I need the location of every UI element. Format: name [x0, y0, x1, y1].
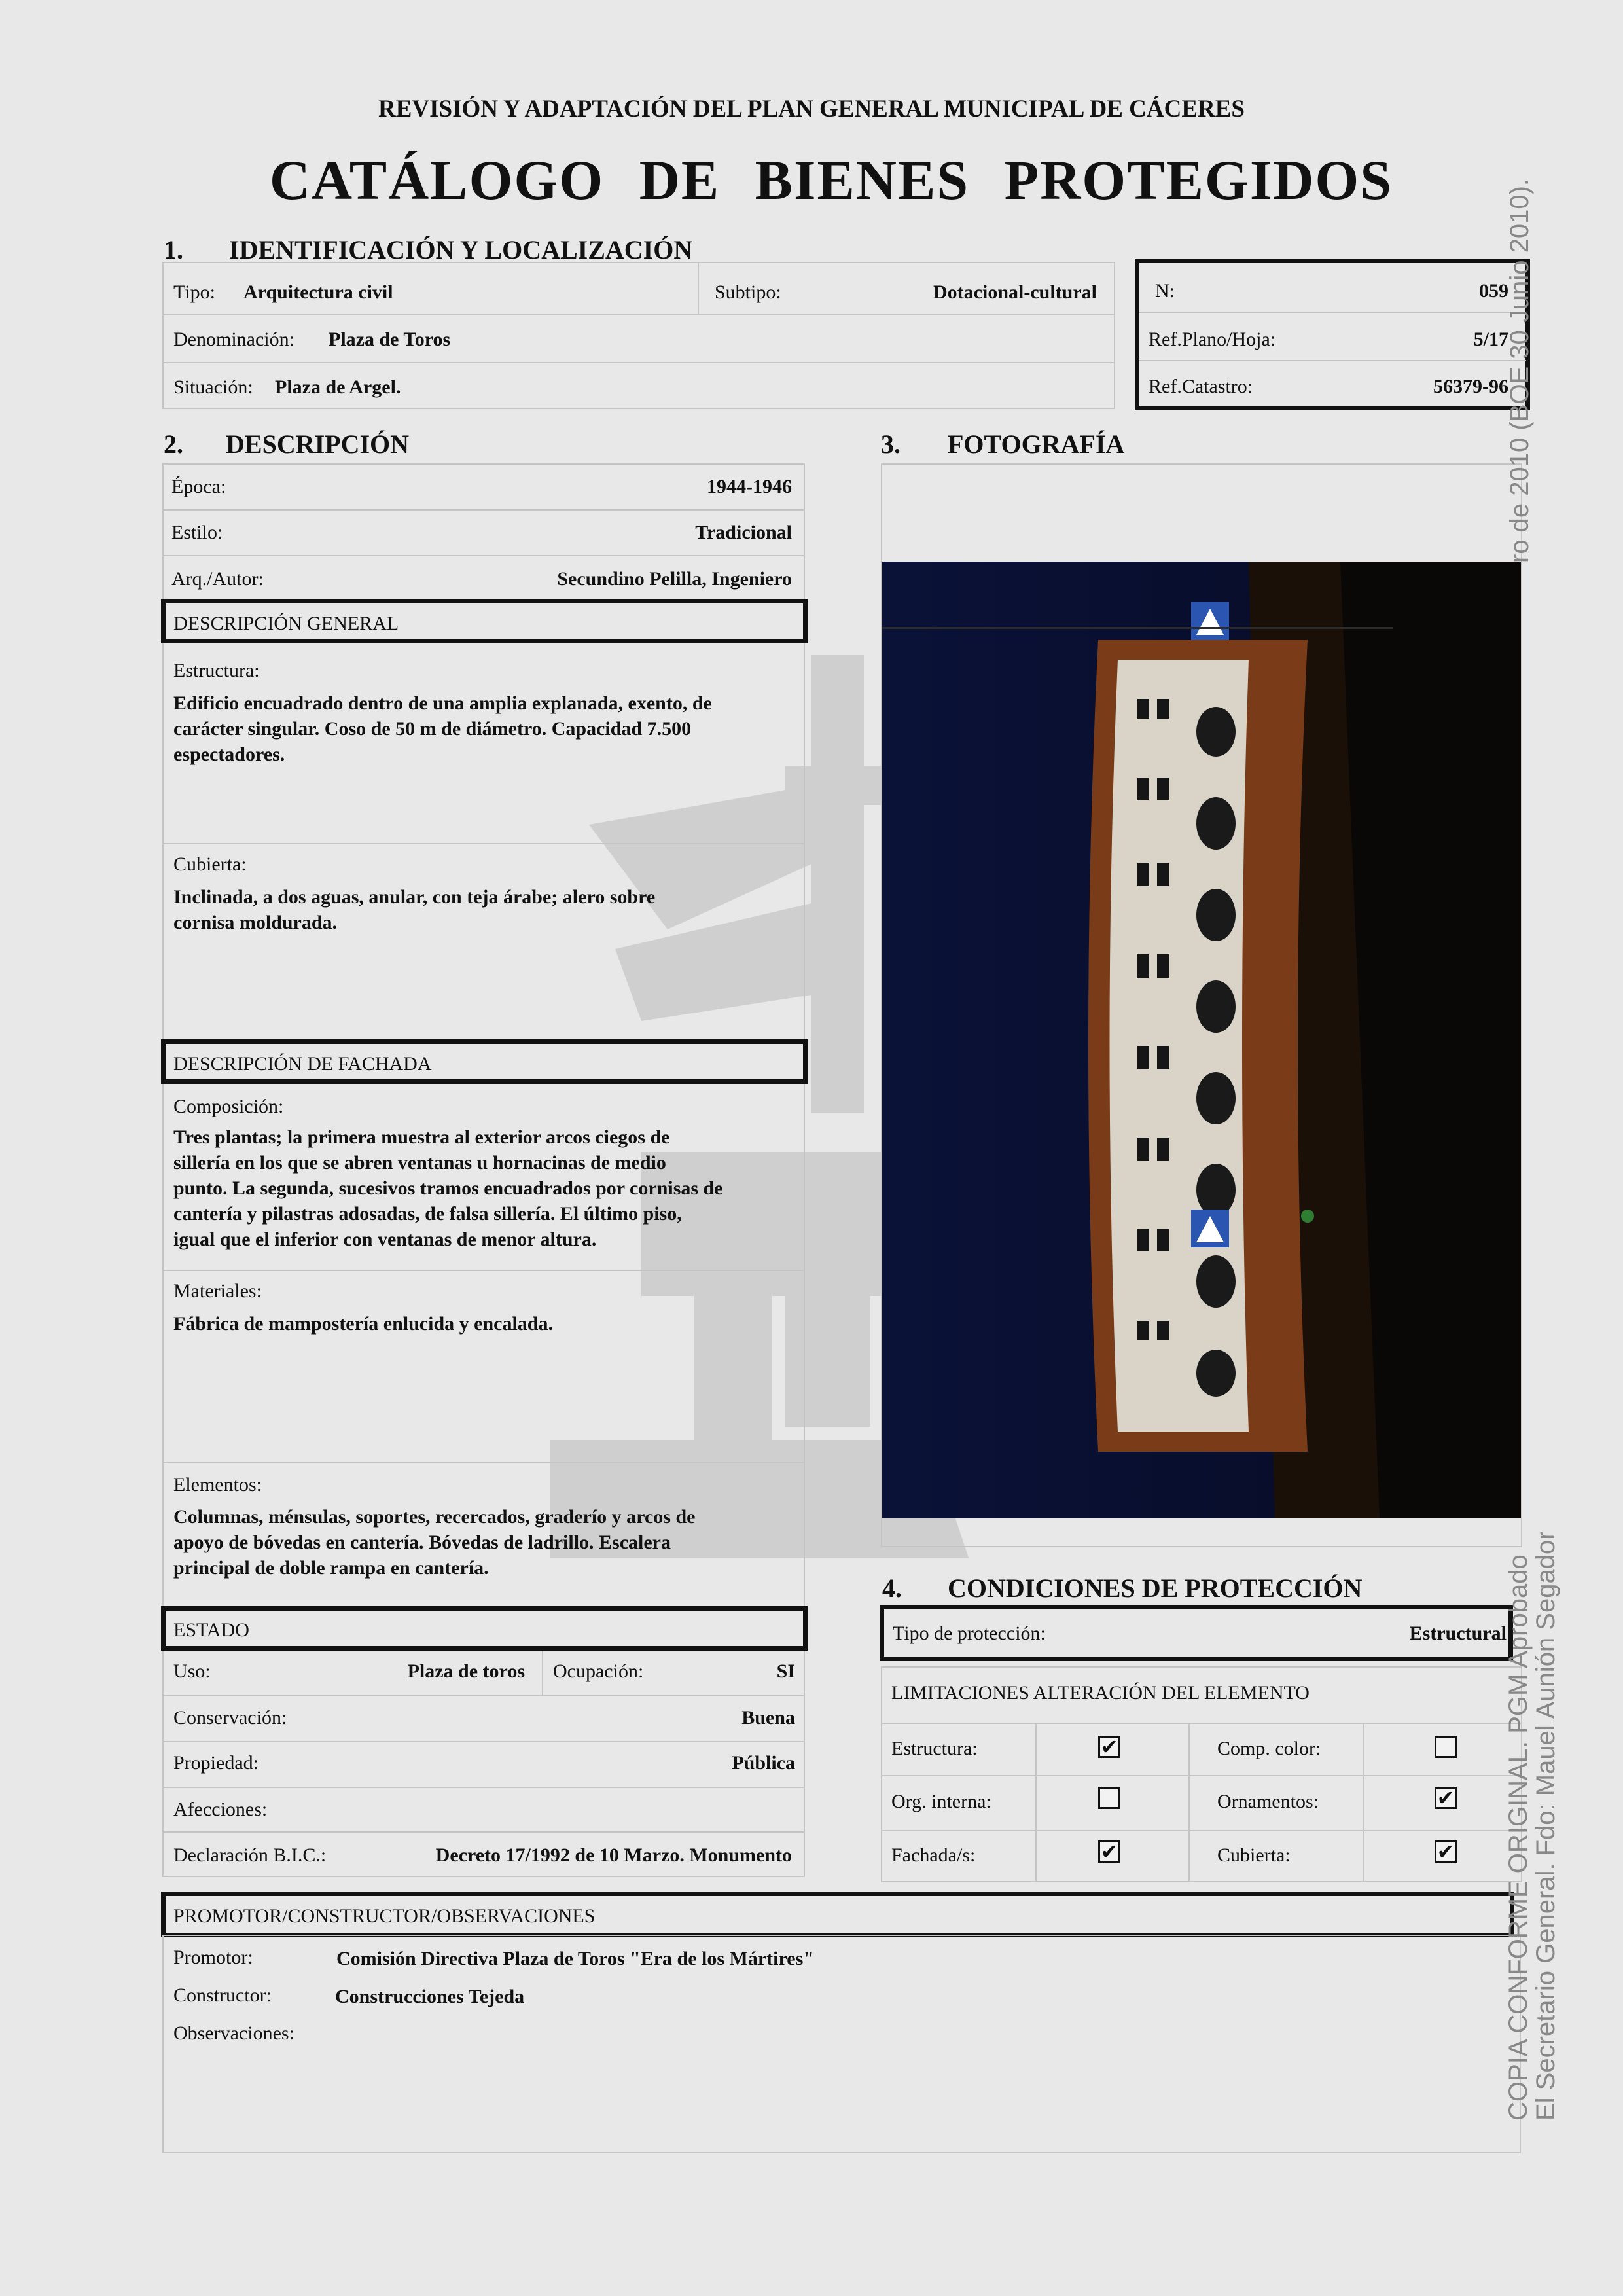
- denominacion-value: Plaza de Toros: [329, 329, 451, 350]
- org-interna-checkbox[interactable]: [1098, 1787, 1120, 1809]
- estructura-limit-label: Estructura:: [891, 1738, 978, 1759]
- limitations-title: LIMITACIONES ALTERACIÓN DEL ELEMENTO: [891, 1682, 1310, 1704]
- cubierta-label: Cubierta:: [173, 853, 247, 875]
- subtipo-value: Dotacional-cultural: [933, 281, 1097, 303]
- situacion-label: Situación:: [173, 376, 253, 398]
- section4-title: CONDICIONES DE PROTECCIÓN: [948, 1573, 1363, 1603]
- afecciones-label: Afecciones:: [173, 1799, 268, 1820]
- autor-label: Arq./Autor:: [171, 568, 264, 590]
- section1-title: IDENTIFICACIÓN Y LOCALIZACIÓN: [229, 235, 693, 264]
- estilo-value: Tradicional: [695, 522, 792, 543]
- fachada-label: Fachada/s:: [891, 1844, 976, 1866]
- ornamentos-checkbox[interactable]: ✔: [1435, 1787, 1457, 1809]
- general-description-title: DESCRIPCIÓN GENERAL: [173, 613, 399, 634]
- fachada-checkbox[interactable]: ✔: [1098, 1840, 1120, 1863]
- observaciones-label: Observaciones:: [173, 2022, 294, 2044]
- section4-number: 4.: [882, 1573, 902, 1603]
- composicion-label: Composición:: [173, 1096, 284, 1117]
- promotor-label: Promotor:: [173, 1946, 253, 1968]
- bic-value: Decreto 17/1992 de 10 Marzo. Monumento: [435, 1844, 792, 1866]
- ocupacion-label: Ocupación:: [553, 1660, 644, 1682]
- denominacion-label: Denominación:: [173, 329, 294, 350]
- side-stamp-line1: COPIA CONFORME ORIGINAL. PGM Aprobado: [1504, 1554, 1533, 2121]
- conservacion-value: Buena: [741, 1707, 795, 1729]
- org-interna-label: Org. interna:: [891, 1791, 991, 1812]
- uso-label: Uso:: [173, 1660, 211, 1682]
- page-title: CATÁLOGO DE BIENES PROTEGIDOS: [269, 149, 1393, 211]
- estado-header: [161, 1606, 808, 1651]
- protection-type-label: Tipo de protección:: [893, 1623, 1046, 1644]
- estructura-label: Estructura:: [173, 660, 260, 681]
- cubierta-limit-label: Cubierta:: [1217, 1844, 1291, 1866]
- side-stamp-line2: El Secretario General. Fdo: Mauel Aunión Segador: [1531, 1531, 1560, 2121]
- refcatastro-label: Ref.Catastro:: [1149, 376, 1253, 397]
- section2-number: 2.: [164, 429, 183, 459]
- promotor-title: PROMOTOR/CONSTRUCTOR/OBSERVACIONES: [173, 1905, 596, 1927]
- bic-label: Declaración B.I.C.:: [173, 1844, 327, 1866]
- elementos-text: Columnas, ménsulas, soportes, recercados, graderío y arcos de apoyo de bóvedas en cantería. Bóvedas de ladrillo. Escalera principal de doble rampa en cantería.: [173, 1506, 696, 1579]
- conservacion-label: Conservación:: [173, 1707, 287, 1729]
- promotor-value: Comisión Directiva Plaza de Toros "Era de los Mártires": [336, 1948, 814, 1969]
- propiedad-label: Propiedad:: [173, 1752, 259, 1774]
- refplano-label: Ref.Plano/Hoja:: [1149, 329, 1276, 350]
- comp-color-label: Comp. color:: [1217, 1738, 1321, 1759]
- constructor-value: Construcciones Tejeda: [335, 1986, 525, 2007]
- autor-value: Secundino Pelilla, Ingeniero: [557, 568, 792, 590]
- estructura-checkbox[interactable]: ✔: [1098, 1736, 1120, 1758]
- comp-color-checkbox[interactable]: [1435, 1736, 1457, 1758]
- cubierta-text: Inclinada, a dos aguas, anular, con teja árabe; alero sobre cornisa moldurada.: [173, 886, 656, 933]
- n-label: N:: [1155, 280, 1175, 302]
- refplano-value: 5/17: [1473, 329, 1508, 350]
- propiedad-value: Pública: [732, 1752, 795, 1774]
- side-stamp-line3: ro de 2010 (BOE 30 Junio 2010).: [1505, 178, 1534, 563]
- composicion-text: Tres plantas; la primera muestra al exterior arcos ciegos de sillería en los que se abren ventanas u hornacinas de medio punto. La segunda, sucesivos tramos encuadrados por cornisas de cantería y pilastras adosadas, de falsa sillería. El último piso, igual que el inferior con ventanas de menor altura.: [173, 1126, 723, 1250]
- protection-type-value: Estructural: [1409, 1623, 1507, 1644]
- ornamentos-label: Ornamentos:: [1217, 1791, 1319, 1812]
- subtipo-label: Subtipo:: [715, 281, 781, 303]
- cubierta-checkbox[interactable]: ✔: [1435, 1840, 1457, 1863]
- epoca-label: Época:: [171, 476, 226, 497]
- epoca-value: 1944-1946: [707, 476, 792, 497]
- photograph: [882, 562, 1521, 1518]
- section2-title: DESCRIPCIÓN: [226, 429, 410, 459]
- supertitle: REVISIÓN Y ADAPTACIÓN DEL PLAN GENERAL MUNICIPAL DE CÁCERES: [378, 96, 1245, 122]
- section1-number: 1.: [164, 235, 183, 264]
- materiales-text: Fábrica de mampostería enlucida y encalada.: [173, 1313, 553, 1335]
- constructor-label: Constructor:: [173, 1984, 272, 2006]
- facade-description-title: DESCRIPCIÓN DE FACHADA: [173, 1053, 432, 1075]
- materiales-label: Materiales:: [173, 1280, 262, 1302]
- situacion-value: Plaza de Argel.: [275, 376, 401, 398]
- section3-number: 3.: [881, 429, 901, 459]
- refcatastro-value: 56379-96: [1433, 376, 1508, 397]
- n-value: 059: [1479, 280, 1508, 302]
- elementos-label: Elementos:: [173, 1474, 262, 1496]
- uso-value: Plaza de toros: [407, 1660, 525, 1682]
- estilo-label: Estilo:: [171, 522, 223, 543]
- section3-title: FOTOGRAFÍA: [948, 429, 1125, 459]
- ocupacion-value: SI: [776, 1660, 795, 1682]
- estado-title: ESTADO: [173, 1619, 249, 1641]
- tipo-label: Tipo:: [173, 281, 215, 303]
- tipo-value: Arquitectura civil: [243, 281, 393, 303]
- estructura-text: Edificio encuadrado dentro de una amplia explanada, exento, de carácter singular. Coso de 50 m de diámetro. Capacidad 7.500 espectadores.: [173, 692, 712, 765]
